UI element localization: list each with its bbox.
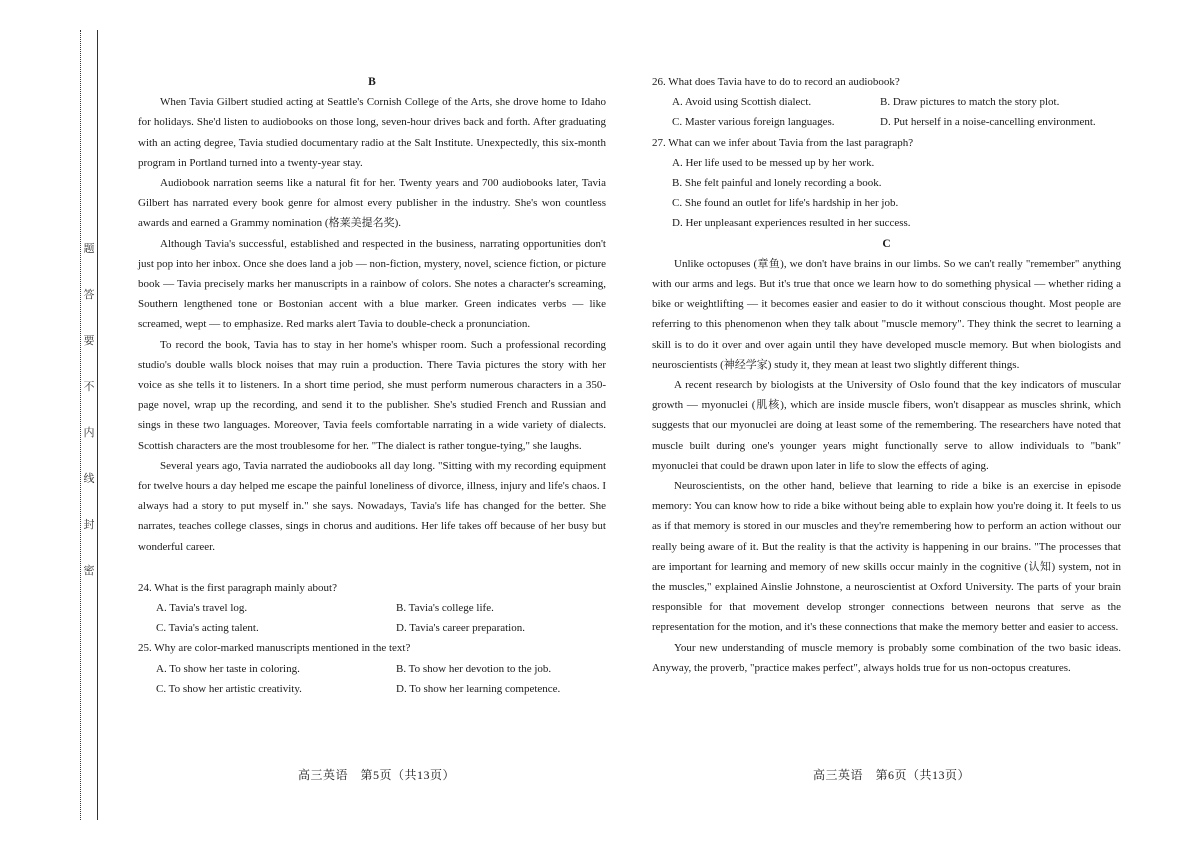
option: A. Tavia's travel log. [156, 602, 248, 615]
option: A. Avoid using Scottish dialect. [672, 96, 812, 109]
binding-solid-line [97, 30, 98, 820]
page-footer-6: 高三英语 第6页（共13页） [813, 768, 971, 782]
option: B. To show her devotion to the job. [396, 662, 552, 675]
binding-char: 内 [83, 427, 95, 439]
passage-paragraph: When Tavia Gilbert studied acting at Seattle's Cornish College of the Arts, she drove home to Idaho for holidays. She'd listen to audiobooks on those long, seven-hour drives back and forth. After graduating with an acting degree, Tavia studied documentary radio at the Salt Institute. Unexpectedly, this six-month program in Portland turned into a twenty-year stay. [138, 96, 606, 169]
option: A. Her life used to be messed up by her work. [672, 156, 875, 169]
page-5-column [138, 72, 606, 699]
passage-paragraph: Audiobook narration seems like a natural fit for her. Twenty years and 700 audiobooks later, Tavia Gilbert has narrated every book genre for almost every publisher in the industry. She's won countless awards and earned a Grammy nomination (格莱美提名奖). [138, 177, 606, 230]
page-6-column [652, 72, 1121, 678]
passage-paragraph: Neuroscientists, on the other hand, believe that learning to ride a bike is an exercise in episode memory: You can know how to ride a bike without being able to explain how you're doing it. It feels to us as if that memory is stored in our muscles and they're remembering how to perform an action without our really being aware of it. But the reality is that the activity is happening in our brains. "The processes that are important for learning and memory of new skills occur mainly in the cognitive (认知) system, not in the muscles," explained Ainslie Johnstone, a neuroscientist at Oxford University. The parts of your brain responsible for that movement develop stronger connections between neurons that serve as the representation for the motion, and it's these connections that make the memory better and easier to access. [652, 480, 1121, 634]
binding-char: 封 [83, 519, 95, 531]
binding-dotted-line [80, 30, 81, 820]
binding-char: 线 [83, 473, 95, 485]
question-24: 24. What is the first paragraph mainly about? [138, 581, 337, 594]
question-25: 25. Why are color-marked manuscripts mentioned in the text? [138, 642, 411, 655]
section-title-b: B [368, 76, 376, 88]
option: C. To show her artistic creativity. [156, 682, 302, 695]
binding-char: 密 [83, 565, 95, 577]
binding-char: 不 [83, 381, 95, 393]
option: C. Tavia's acting talent. [156, 622, 259, 635]
option: A. To show her taste in coloring. [156, 662, 300, 675]
binding-notice [82, 240, 96, 578]
passage-paragraph: Unlike octopuses (章鱼), we don't have brains in our limbs. So we can't really "remember" anything with our arms and legs. But it's true that once we learn how to do something physical — whether riding a bike or weightlifting — it becomes easier and easier to do it without conscious thought. Most people are referring to this phenomenon when they talk about "muscle memory". They think the secret to learning a skill is to do it over and over again until they have developed muscle memory. But when biologists and neuroscientists (神经学家) study it, they mean at least two slightly different things. [652, 257, 1121, 371]
passage-paragraph: To record the book, Tavia has to stay in her home's whisper room. Such a professional recording studio's double walls block noises that may ruin a production. There Tavia pictures the story with her voice as she tells it to listeners. In a short time period, she must perform numerous characters in a 350-page novel, wrap up the recording, and send it to the publisher. She's studied French and Russian and sings in these two languages. Moreover, Tavia feels comfortable narrating in a wide variety of dialects. Scottish characters are the most troublesome for her. "The dialect is rather tongue-tying," she laughs. [138, 338, 606, 452]
option: B. Draw pictures to match the story plot. [880, 96, 1060, 109]
option: D. To show her learning competence. [396, 682, 561, 695]
passage-paragraph: A recent research by biologists at the University of Oslo found that the key indicators of muscular growth — myonuclei (肌核), which are inside muscle fibers, won't disappear as muscles shrink, which suggests that our myonuclei are doing at least some of the remembering. The researchers have noted that muscle built during one's younger years might functionally serve to allow individuals to "bank" myonuclei that could be drawn upon later in life to slow the effects of aging. [652, 379, 1121, 472]
question-26: 26. What does Tavia have to do to record an audiobook? [652, 76, 900, 88]
binding-char: 要 [83, 335, 95, 347]
option: B. Tavia's college life. [396, 602, 494, 615]
passage-paragraph: Several years ago, Tavia narrated the audiobooks all day long. "Sitting with my recording equipment for twelve hours a day helped me escape the painful loneliness of divorce, illness, injury and life's chaos. I always had a story to put myself in." she says. Nowadays, Tavia's life has changed for the better. She narrates, teaches college classes, sings in chorus and auditions. Her life takes off because of her busy but wonderful career. [138, 459, 606, 553]
question-25-options [156, 659, 606, 699]
section-title-c: C [882, 237, 891, 250]
passage-paragraph: Although Tavia's successful, established and respected in the business, narrating opportunities don't just pop into her inbox. Once she does land a job — non-fiction, mystery, novel, science fiction, or picture book — Tavia precisely marks her manuscripts in a rainbow of colors. She notes a character's screaming, Southern lengthened tone or Bostonian accent with a blue marker. Green indicates verbs — like screamed, wept — to emphasize. Red marks alert Tavia to double-check a pronunciation. [138, 237, 606, 331]
page-footer-5: 高三英语 第5页（共13页） [298, 768, 456, 782]
option: D. Her unpleasant experiences resulted in her success. [672, 217, 911, 230]
question-24-options [156, 598, 606, 638]
binding-char: 答 [83, 289, 95, 301]
binding-char: 题 [83, 243, 95, 255]
option: C. She found an outlet for life's hardship in her job. [672, 197, 899, 210]
option: B. She felt painful and lonely recording a book. [672, 177, 882, 190]
question-27: 27. What can we infer about Tavia from the last paragraph? [652, 136, 914, 149]
passage-paragraph: Your new understanding of muscle memory is probably some combination of the two basic ideas. Anyway, the proverb, "practice makes perfect", always holds true for us non-octopus creatures. [652, 641, 1121, 674]
option: D. Tavia's career preparation. [396, 622, 525, 635]
option: D. Put herself in a noise-cancelling environment. [880, 116, 1096, 129]
option: C. Master various foreign languages. [672, 116, 835, 129]
question-26-options [672, 92, 1121, 132]
